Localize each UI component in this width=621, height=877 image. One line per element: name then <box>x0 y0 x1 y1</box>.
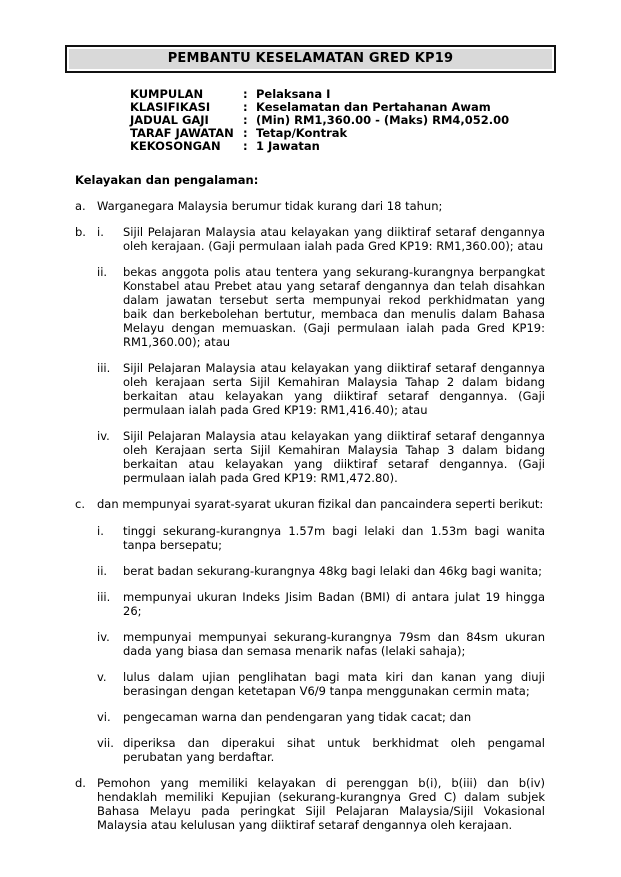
item-b-sublist <box>97 225 545 485</box>
sub-item-marker: iii. <box>97 590 111 604</box>
info-block <box>130 88 570 153</box>
sub-item-text: mempunyai mempunyai sekurang-kurangnya 79sm dan 84sm ukuran dada yang biasa dan semasa menarik nafas (lelaki sahaja); <box>123 630 545 658</box>
sub-item-marker: iii. <box>97 361 111 375</box>
info-colon: : <box>243 100 248 114</box>
qualifications-list <box>75 199 545 832</box>
info-colon: : <box>243 87 248 101</box>
info-label: KUMPULAN <box>130 87 204 101</box>
sub-item-text: bekas anggota polis atau tentera yang sekurang-kurangnya berpangkat Konstabel atau Prebet atau yang setaraf dengannya dan telah disahkan dalam jawatan tersebut serta mempunyai rekod perkhidmatan yang baik dan berkebolehan bertutur, membaca dan menulis dalam Bahasa Melayu dengan memuaskan. (Gaji permulaan ialah pada Gred KP19: RM1,360.00); atau <box>123 265 545 349</box>
item-c-content <box>97 497 545 764</box>
item-marker: b. <box>75 225 86 239</box>
sub-item-marker: i. <box>97 225 104 239</box>
list-item-c-iv <box>97 630 545 658</box>
item-text: Pemohon yang memiliki kelayakan di perenggan b(i), b(iii) dan b(iv) hendaklah memiliki Kepujian (sekurang-kurangnya Gred C) dalam subjek Bahasa Melayu pada peringkat Sijil Pelajaran Malaysia/Sijil Vokasional Malaysia atau kelulusan yang diiktiraf setaraf dengannya oleh kerajaan. <box>97 776 545 832</box>
sub-item-text: Sijil Pelajaran Malaysia atau kelayakan yang diiktiraf setaraf dengannya oleh kerajaan serta Sijil Kemahiran Malaysia Tahap 2 dalam bidang berkaitan atau kelayakan yang diiktiraf setaraf dengannya. (Gaji permulaan ialah pada Gred KP19: RM1,416.40); atau <box>123 361 545 417</box>
sub-item-marker: ii. <box>97 564 108 578</box>
list-item-b-iii <box>97 361 545 417</box>
info-value: 1 Jawatan <box>256 139 320 153</box>
info-value: (Min) RM1,360.00 - (Maks) RM4,052.00 <box>256 113 510 127</box>
list-item-c <box>75 497 545 764</box>
info-label: JADUAL GAJI <box>130 113 209 127</box>
list-item-c-vi <box>97 710 545 724</box>
item-text: Warganegara Malaysia berumur tidak kurang dari 18 tahun; <box>97 199 443 213</box>
item-marker: c. <box>75 497 85 511</box>
section-heading: Kelayakan dan pengalaman: <box>75 173 259 187</box>
item-marker: d. <box>75 776 86 790</box>
list-item-c-i <box>97 524 545 552</box>
title-box <box>65 45 556 73</box>
info-row-kekosongan <box>130 140 570 153</box>
sub-item-marker: iv. <box>97 429 110 443</box>
list-item-c-ii <box>97 564 545 578</box>
info-label: TARAF JAWATAN <box>130 126 234 140</box>
list-item-b-i <box>97 225 545 253</box>
sub-item-marker: ii. <box>97 265 108 279</box>
info-value: Tetap/Kontrak <box>256 126 348 140</box>
document-title: PEMBANTU KESELAMATAN GRED KP19 <box>167 51 454 66</box>
sub-item-marker: vii. <box>97 736 114 750</box>
list-item-b-iv <box>97 429 545 485</box>
info-value: Pelaksana I <box>256 87 331 101</box>
sub-item-marker: v. <box>97 670 107 684</box>
info-colon: : <box>243 113 248 127</box>
info-colon: : <box>243 139 248 153</box>
list-item-a <box>75 199 545 213</box>
sub-item-text: Sijil Pelajaran Malaysia atau kelayakan yang diiktiraf setaraf dengannya oleh kerajaan. (Gaji permulaan ialah pada Gred KP19: RM1,360.00); atau <box>123 225 545 253</box>
sub-item-marker: iv. <box>97 630 110 644</box>
sub-item-marker: i. <box>97 524 104 538</box>
list-item-c-iii <box>97 590 545 618</box>
sub-item-marker: vi. <box>97 710 111 724</box>
info-colon: : <box>243 126 248 140</box>
list-item-d <box>75 776 545 832</box>
list-item-b-ii <box>97 265 545 349</box>
item-marker: a. <box>75 199 86 213</box>
info-value: Keselamatan dan Pertahanan Awam <box>256 100 491 114</box>
sub-item-text: lulus dalam ujian penglihatan bagi mata kiri dan kanan yang diuji berasingan dengan ketetapan V6/9 tanpa menggunakan cermin mata; <box>123 670 545 698</box>
info-label: KLASIFIKASI <box>130 100 211 114</box>
sub-item-text: diperiksa dan diperakui sihat untuk berkhidmat oleh pengamal perubatan yang berdaftar. <box>123 736 545 764</box>
sub-item-text: Sijil Pelajaran Malaysia atau kelayakan yang diiktiraf setaraf dengannya oleh Kerajaan serta Sijil Kemahiran Malaysia Tahap 3 dalam bidang berkaitan atau kelayakan yang diiktiraf setaraf dengannya. (Gaji permulaan ialah pada Gred KP19: RM1,472.80). <box>123 429 545 485</box>
sub-item-text: berat badan sekurang-kurangnya 48kg bagi lelaki dan 46kg bagi wanita; <box>123 564 543 578</box>
list-item-c-v <box>97 670 545 698</box>
list-item-b <box>75 225 545 485</box>
list-item-c-vii <box>97 736 545 764</box>
item-text: dan mempunyai syarat-syarat ukuran fizikal dan pancaindera seperti berikut: <box>97 497 544 511</box>
sub-item-text: mempunyai ukuran Indeks Jisim Badan (BMI) di antara julat 19 hingga 26; <box>123 590 545 618</box>
sub-item-text: pengecaman warna dan pendengaran yang tidak cacat; dan <box>123 710 472 724</box>
info-label: KEKOSONGAN <box>130 139 221 153</box>
sub-item-text: tinggi sekurang-kurangnya 1.57m bagi lelaki dan 1.53m bagi wanita tanpa bersepatu; <box>123 524 545 552</box>
